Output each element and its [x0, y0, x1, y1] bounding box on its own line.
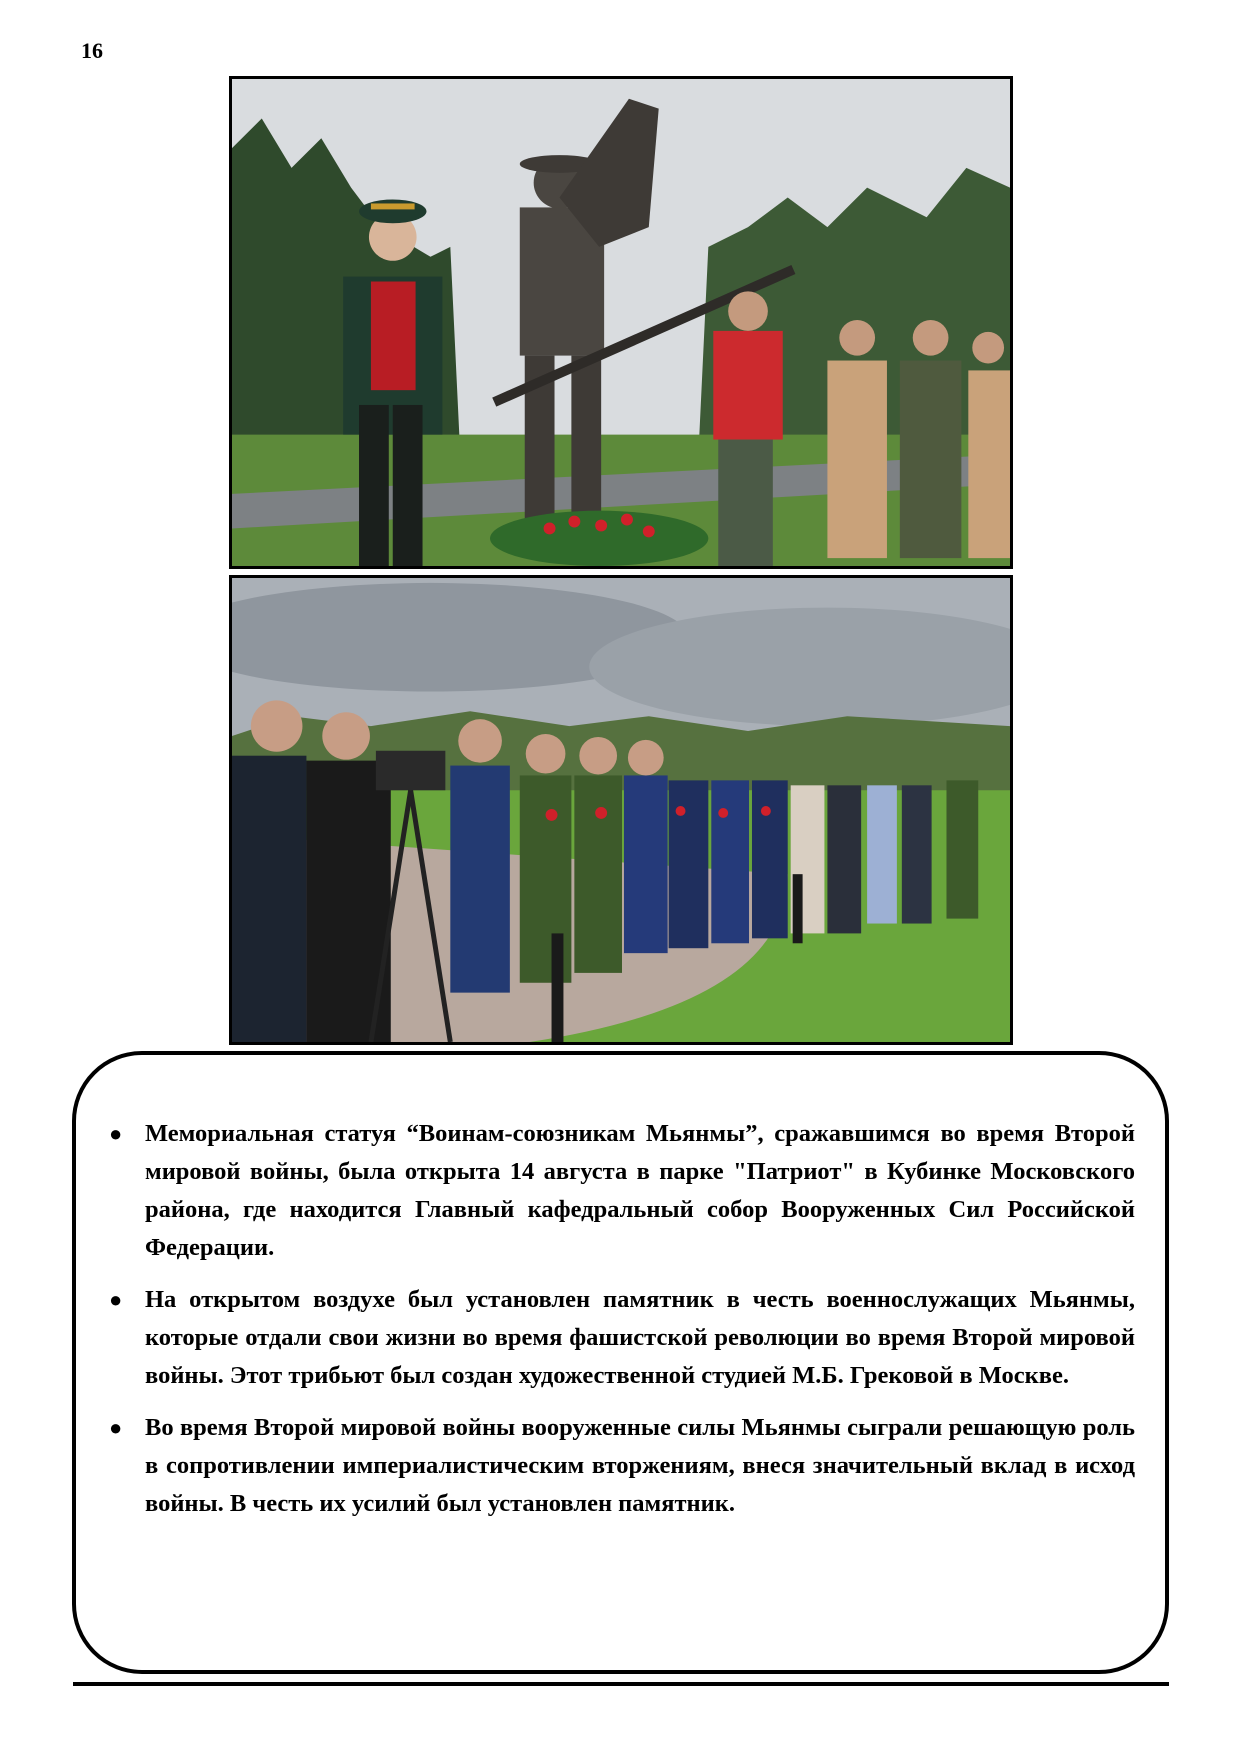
list-item — [76, 1281, 1165, 1395]
list-item — [76, 1115, 1165, 1267]
memorial-statue-ceremony-photo — [229, 76, 1013, 569]
list-item — [76, 1409, 1165, 1523]
bottom-rule — [73, 1682, 1169, 1686]
info-box — [72, 1051, 1169, 1674]
list-item-text: Во время Второй мировой войны вооруженные силы Мьянмы сыграли решающую роль в сопротивлении империалистическим вторжениям, внеся значительный вклад в исход войны. В честь их усилий был установлен памятник. — [145, 1414, 1135, 1517]
info-list — [76, 1115, 1165, 1537]
page-number: 16 — [81, 38, 103, 63]
bullet-icon: ● — [109, 1415, 123, 1440]
bullet-icon: ● — [109, 1121, 123, 1146]
list-item-text: На открытом воздухе был установлен памятник в честь военнослужащих Мьянмы, которые отдали свои жизни во время фашистской революции во время Второй мировой войны. Этот трибьют был создан художественной студией М.Б. Грековой в Москве. — [145, 1286, 1135, 1389]
delegation-group-photo — [229, 575, 1013, 1045]
bullet-icon: ● — [109, 1287, 123, 1312]
list-item-text: Мемориальная статуя “Воинам-союзникам Мьянмы”, сражавшимся во время Второй мировой войны, была открыта 14 августа в парке "Патриот" в Кубинке Московского района, где находится Главный кафедральный собор Вооруженных Сил Российской Федерации. — [145, 1120, 1135, 1261]
